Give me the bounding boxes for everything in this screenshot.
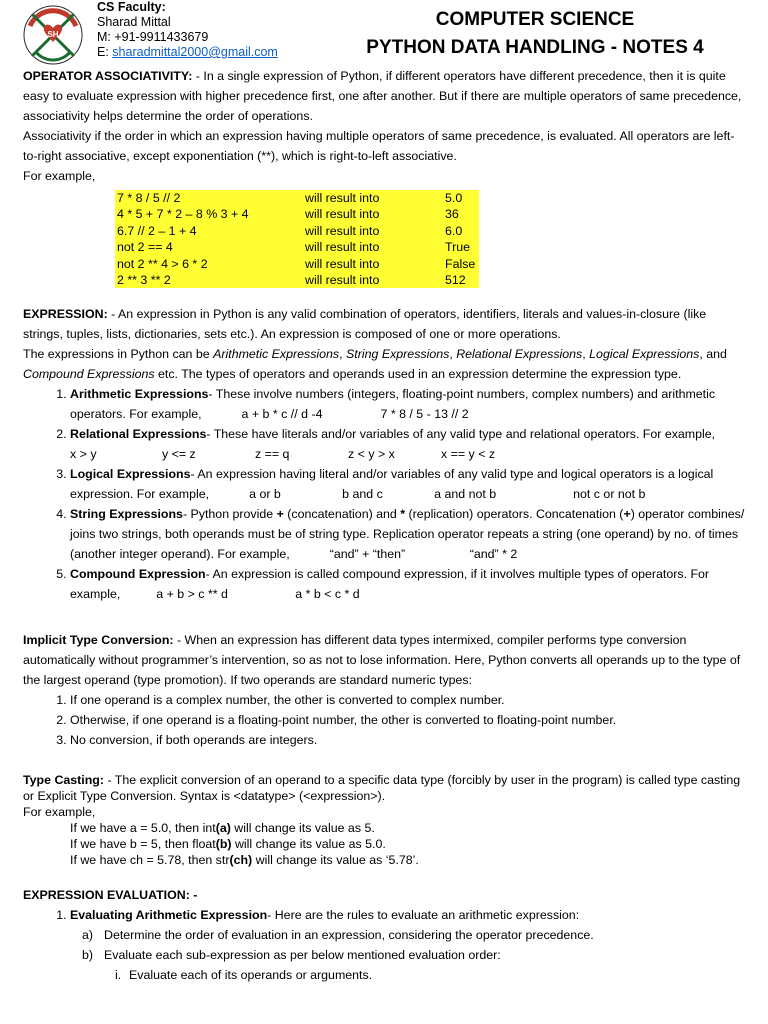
relational-title: Relational Expressions <box>70 427 207 441</box>
casting-line-result: will change its value as 5. <box>230 821 375 835</box>
implicit-section <box>23 630 748 750</box>
example-expression: 6.7 // 2 – 1 + 4 <box>117 223 197 238</box>
faculty-email-line <box>97 45 278 60</box>
expression-para-2: The expressions in Python can be Arithmetic Expressions, String Expressions, Relational Expressions, Logical Expressions, and Compound Expressions etc. The types of operators and operands used in an expression determine the expression type. <box>23 347 727 381</box>
list-item-relational <box>70 424 748 464</box>
arithmetic-example-1: a + b * c // d -4 <box>241 407 323 421</box>
list-item <box>82 945 748 965</box>
example-expression: not 2 ** 4 > 6 * 2 <box>117 256 208 271</box>
sub-text: Evaluate each sub-expression as per below mentioned evaluation order: <box>104 948 501 962</box>
example-row <box>115 256 479 272</box>
example-expression: 4 * 5 + 7 * 2 – 8 % 3 + 4 <box>117 207 249 222</box>
casting-text: - The explicit conversion of an operand to a specific data type (forcibly by user in the program) is called type casting or Explicit Type Conversion. Syntax is <datatype> (<expression>). <box>23 773 741 803</box>
casting-example-line <box>70 852 748 868</box>
type-compound: Compound Expressions <box>23 367 155 381</box>
compound-example-1: a + b > c ** d <box>156 587 228 601</box>
string-example-2: “and” * 2 <box>469 547 518 561</box>
arithmetic-example-2: 7 * 8 / 5 - 13 // 2 <box>380 407 469 421</box>
associativity-text: - In a single expression of Python, if different operators have different precedence, then it is quite easy to evaluate expression with higher precedence first, one after another. But if there are multiple operators of same precedence, associativity helps determine the order of operations. <box>23 69 742 123</box>
string-example-1: “and” + “then” <box>329 547 406 561</box>
expression-text: - An expression in Python is any valid combination of operators, identifiers, literals and values-in-closure (like strings, tuples, lists, dictionaries, sets etc.). An expression is composed of one or more operations. <box>23 307 707 341</box>
type-string: String Expressions <box>346 347 450 361</box>
title-line-1: COMPUTER SCIENCE <box>435 9 635 30</box>
casting-line-arg: (a) <box>215 821 231 835</box>
associativity-para-2: Associativity if the order in which an expression having multiple operators of same precedence, is evaluated. All operators are left-to-right associative, except exponentiation (**), which is right-to-left associative. <box>23 129 735 163</box>
associativity-section <box>23 66 748 186</box>
example-result-text: will result into <box>305 223 380 238</box>
sub-marker: b) <box>82 948 94 962</box>
list-item-arithmetic <box>70 384 748 424</box>
list-item: 1. If one operand is a complex number, the other is converted to complex number. <box>70 690 748 710</box>
example-result-text: will result into <box>305 273 380 288</box>
casting-line-arg: (b) <box>215 837 232 851</box>
casting-line-result: will change its value as ‘5.78’. <box>252 853 419 867</box>
list-item-logical <box>70 464 748 504</box>
example-expression: 2 ** 3 ** 2 <box>117 273 171 288</box>
example-result-value: 512 <box>445 273 466 288</box>
plus-operator: + <box>276 507 284 521</box>
type-relational: Relational Expressions <box>456 347 583 361</box>
casting-for-example: For example, <box>23 805 96 819</box>
email-prefix: E: <box>97 45 113 59</box>
associativity-label: OPERATOR ASSOCIATIVITY: <box>23 69 193 83</box>
compound-title: Compound Expression <box>70 567 206 581</box>
example-result-text: will result into <box>305 207 380 222</box>
implicit-text: - When an expression has different data types intermixed, compiler performs type conversion automatically without programmer’s intervention, so as not to lose information. Here, Python converts all operands up to the type of the largest operand (type promotion). If two operands are standard numeric types: <box>23 633 741 687</box>
example-result-value: 6.0 <box>445 223 463 238</box>
faculty-name: Sharad Mittal <box>97 15 171 29</box>
string-text-d: ) operator combines/ joins two strings, both operands must be of string type. Replication operator repeats a string (one operand) by no. of times (another integer operand). For example, <box>70 507 745 561</box>
logical-text: - An expression having literal and/or variables of any valid type and logical operators is a logical expression. For example, <box>70 467 714 501</box>
evaluation-section <box>23 885 748 985</box>
plus-operator-2: + <box>623 507 631 521</box>
example-expression: 7 * 8 / 5 // 2 <box>117 191 181 205</box>
logical-example-2: b and c <box>342 487 383 501</box>
list-item-compound <box>70 564 748 604</box>
faculty-mobile: M: +91-9911433679 <box>97 30 209 44</box>
casting-examples <box>23 820 748 868</box>
list-item: 2. Otherwise, if one operand is a floating-point number, the other is converted to floating-point number. <box>70 710 748 730</box>
title-line-2: PYTHON DATA HANDLING - NOTES 4 <box>366 37 704 58</box>
svg-text:SH: SH <box>47 30 59 39</box>
example-result-value: False <box>445 256 476 271</box>
example-result-text: will result into <box>305 256 380 271</box>
casting-para <box>23 772 748 804</box>
string-text-a: - Python provide <box>182 507 277 521</box>
associativity-para-1 <box>23 66 748 126</box>
implicit-label: Implicit Type Conversion: <box>23 633 174 647</box>
list-item: 3. No conversion, if both operands are integers. <box>70 730 748 750</box>
associativity-for-example: For example, <box>23 169 96 183</box>
expression-types-list <box>23 384 748 604</box>
subsub-marker: i. <box>115 968 122 982</box>
example-expression: not 2 == 4 <box>117 240 173 255</box>
string-text-b: (concatenation) and <box>283 507 401 521</box>
relational-example-3: z == q <box>255 447 290 461</box>
expression-label: EXPRESSION: <box>23 307 108 321</box>
example-row <box>115 223 479 239</box>
document-title <box>330 6 740 62</box>
evaluation-item-text: - Here are the rules to evaluate an arithmetic expression: <box>267 908 580 922</box>
compound-example-2: a * b < c * d <box>295 587 360 601</box>
school-logo <box>22 4 84 66</box>
expression-types-intro: The expressions in Python can be <box>23 347 214 361</box>
casting-line-text: If we have b = 5, then float <box>70 837 216 851</box>
casting-example-line <box>70 820 748 836</box>
compound-text: - An expression is called compound expression, if it involves multiple types of operators. For example, <box>70 567 710 601</box>
logical-example-1: a or b <box>249 487 281 501</box>
email-link[interactable]: sharadmittal2000@gmail.com <box>112 45 278 59</box>
example-result-value: True <box>445 240 471 255</box>
sub-marker: a) <box>82 928 94 942</box>
example-row <box>115 206 479 222</box>
list-item <box>115 965 748 985</box>
list-item <box>82 925 748 945</box>
casting-example-line <box>70 836 748 852</box>
faculty-info <box>97 0 278 60</box>
relational-example-1: x > y <box>70 447 97 461</box>
sub-text: Determine the order of evaluation in an expression, considering the operator precedence. <box>104 928 594 942</box>
example-result-value: 5.0 <box>445 191 463 205</box>
example-row <box>115 239 479 255</box>
casting-section <box>23 772 748 868</box>
casting-label: Type Casting: <box>23 773 105 787</box>
expression-section <box>23 304 748 604</box>
type-logical: Logical Expressions <box>589 347 700 361</box>
casting-line-text: If we have ch = 5.78, then str <box>70 853 230 867</box>
expression-para-1 <box>23 304 748 344</box>
example-row <box>115 190 479 206</box>
evaluation-item-title: Evaluating Arithmetic Expression <box>70 908 268 922</box>
implicit-list <box>23 690 748 750</box>
example-result-text: will result into <box>305 240 380 255</box>
evaluation-sublist <box>23 925 748 965</box>
logical-title: Logical Expressions <box>70 467 191 481</box>
faculty-label: CS Faculty: <box>97 0 166 14</box>
evaluation-subsublist <box>23 965 748 985</box>
string-title: String Expressions <box>70 507 183 521</box>
example-row <box>115 272 479 288</box>
type-arithmetic: Arithmetic Expressions <box>213 347 340 361</box>
logical-example-3: a and not b <box>434 487 497 501</box>
list-item <box>70 905 748 925</box>
evaluation-list <box>23 905 748 925</box>
arithmetic-text: - These involve numbers (integers, floating-point numbers, complex numbers) and arithmetic operators. For example, <box>70 387 716 421</box>
evaluation-label: EXPRESSION EVALUATION: - <box>23 888 198 902</box>
associativity-examples-table <box>115 190 479 288</box>
list-item-string <box>70 504 748 564</box>
example-result-text: will result into <box>305 191 380 205</box>
casting-line-result: will change its value as 5.0. <box>231 837 386 851</box>
relational-text: - These have literals and/or variables of any valid type and relational operators. For example, <box>206 427 716 441</box>
expression-types-outro: etc. The types of operators and operands used in an expression determine the expression type. <box>154 367 682 381</box>
relational-example-4: z < y > x <box>348 447 395 461</box>
relational-example-5: x == y < z <box>441 447 496 461</box>
logical-example-4: not c or not b <box>573 487 646 501</box>
implicit-para <box>23 630 748 690</box>
relational-example-2: y <= z <box>162 447 196 461</box>
subsub-text: Evaluate each of its operands or arguments. <box>129 968 373 982</box>
casting-line-text: If we have a = 5.0, then int <box>70 821 216 835</box>
example-result-value: 36 <box>445 207 459 222</box>
arithmetic-title: Arithmetic Expressions <box>70 387 209 401</box>
casting-line-arg: (ch) <box>229 853 253 867</box>
string-text-c: (replication) operators. Concatenation ( <box>405 507 624 521</box>
star-operator: * <box>400 507 406 521</box>
